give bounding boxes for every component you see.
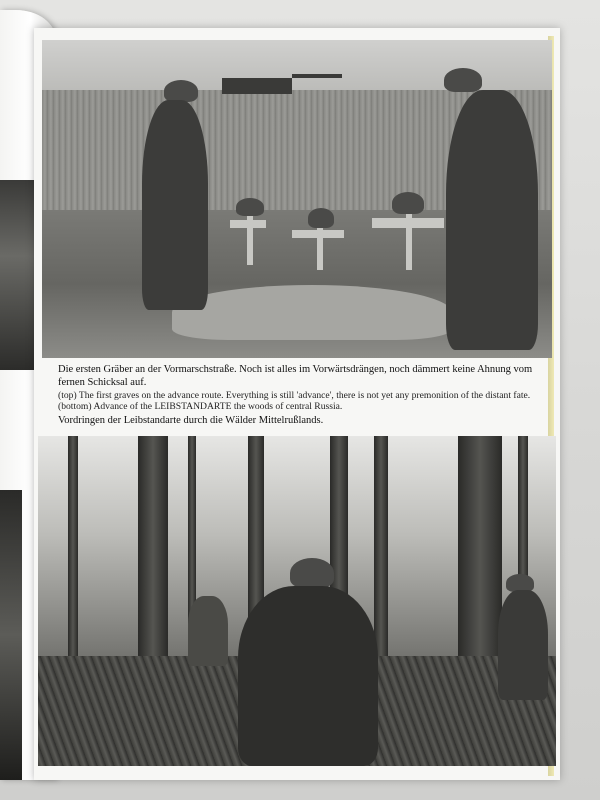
photo-soldier-right	[446, 90, 538, 350]
photo-grave-mound	[172, 285, 452, 340]
photo-soldier-left	[142, 100, 208, 310]
photo-gun-barrel	[292, 74, 342, 78]
photo-grave-cross-bar	[292, 230, 344, 238]
caption-german-bottom: Vordringen der Leibstandarte durch die Wälder Mittelrußlands.	[58, 415, 324, 426]
caption-english-bottom: (bottom) Advance of the LEIBSTANDARTE the woods of central Russia.	[58, 401, 343, 413]
photo-distant-vehicle	[222, 78, 292, 94]
photo-soldier-foreground	[238, 586, 378, 766]
photo-graves-advance-route	[42, 40, 552, 358]
photo-soldier-helmet	[290, 558, 334, 588]
photo-helmet-on-cross	[236, 198, 264, 216]
caption-english-top: (top) The first graves on the advance route. Everything is still 'advance', there is not yet any premonition of the distant fate.	[58, 389, 531, 401]
photo-grave-cross-bar	[372, 218, 444, 228]
photo-soldier-right	[498, 590, 548, 700]
previous-page-photo-fragment-lower	[0, 490, 22, 780]
photo-caption	[58, 364, 548, 428]
photo-helmet-on-cross	[392, 192, 424, 214]
photo-helmet-on-cross	[308, 208, 334, 228]
photo-forest-advance	[38, 436, 556, 766]
caption-german-top: Die ersten Gräber an der Vormarschstraße. Noch ist alles im Vorwärtsdrängen, noch dämmert keine Ahnung vom fernen Schicksal auf.	[58, 364, 533, 388]
photo-soldier-background	[188, 596, 228, 666]
photo-soldier-helmet	[444, 68, 482, 92]
photo-soldier-helmet	[164, 80, 198, 102]
photo-grave-cross-bar	[230, 220, 266, 228]
